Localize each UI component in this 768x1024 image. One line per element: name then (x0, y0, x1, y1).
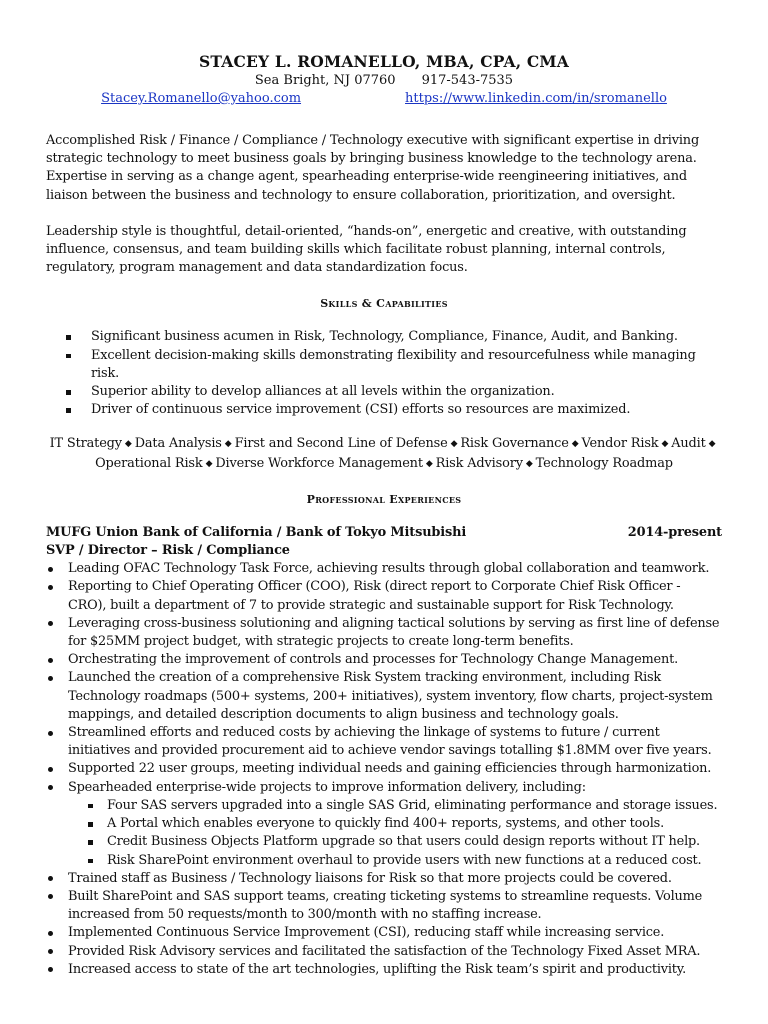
experience-heading: Professional Experiences (306, 492, 462, 506)
diamond-icon: ◆ (661, 439, 669, 450)
keyword: Risk Governance (460, 436, 569, 452)
experience-bullet: Launched the creation of a comprehensive Risk System tracking environment, including Risk Technology roadmaps (500+ systems, 200+ initiatives), system inventory, flow charts, project-system mappings, and detailed description documents to align business and technology goals. (46, 669, 722, 724)
keyword: Audit (671, 436, 706, 452)
location: Sea Bright, NJ 07760 (254, 73, 396, 88)
experience-bullets (46, 560, 722, 979)
leadership-paragraph: Leadership style is thoughtful, detail-oriented, “hands-on”, energetic and creative, with outstanding influence, consensus, and team building skills which facilitate robust planning, internal controls, regulatory, program management and data standardization focus. (46, 223, 687, 276)
summary-paragraph: Accomplished Risk / Finance / Compliance / Technology executive with significant expertise in driving strategic technology to meet business goals by bringing business knowledge to the technology arena. Expertise in serving as a change agent, spearheading enterprise-wide reengineering initiatives, and liaison between the business and technology to ensure collaboration, prioritization, and oversight. (46, 133, 700, 203)
keywords-block (46, 435, 722, 473)
project-sub-bullet: A Portal which enables everyone to quickly find 400+ reports, systems, and other tools. (88, 815, 722, 833)
candidate-name: STACEY L. ROMANELLO, MBA, CPA, CMA (198, 52, 570, 71)
skill-item: Driver of continuous service improvement (CSI) efforts so resources are maximized. (66, 401, 722, 419)
job-dates: 2014-present (627, 524, 722, 540)
experience-bullet: Provided Risk Advisory services and facilitated the satisfaction of the Technology Fixed Asset MRA. (46, 943, 722, 961)
diamond-icon: ◆ (525, 458, 533, 469)
experience-bullet: Implemented Continuous Service Improvement (CSI), reducing staff while increasing service. (46, 924, 722, 942)
skill-item: Superior ability to develop alliances at all levels within the organization. (66, 383, 722, 401)
skill-item: Excellent decision-making skills demonstrating flexibility and resourcefulness while managing risk. (66, 347, 722, 383)
keyword: Data Analysis (134, 436, 222, 452)
linkedin-link[interactable]: https://www.linkedin.com/in/sromanello (405, 91, 667, 106)
project-sub-bullet: Credit Business Objects Platform upgrade so that users could design reports without IT help. (88, 833, 722, 851)
project-sub-bullet: Risk SharePoint environment overhaul to provide users with new functions at a reduced cost. (88, 852, 722, 870)
experience-bullet: Reporting to Chief Operating Officer (COO), Risk (direct report to Corporate Chief Risk Officer - CRO), built a department of 7 to provide strategic and sustainable support for Risk Technology. (46, 578, 722, 614)
experience-bullet: Leading OFAC Technology Task Force, achieving results through global collaboration and teamwork. (46, 560, 722, 578)
experience-bullet-text: Spearheaded enterprise-wide projects to improve information delivery, including: (68, 779, 586, 795)
keyword: Technology Roadmap (535, 455, 673, 471)
job-title: SVP / Director – Risk / Compliance (46, 543, 290, 559)
diamond-icon: ◆ (224, 439, 232, 450)
keyword: Diverse Workforce Management (215, 455, 423, 471)
contact-line (46, 72, 722, 90)
experience-bullet: Increased access to state of the art technologies, uplifting the Risk team’s spirit and productivity. (46, 961, 722, 979)
project-sub-list (68, 797, 722, 870)
experience-bullet: Built SharePoint and SAS support teams, creating ticketing systems to streamline requests. Volume increased from 50 requests/month to 300/month with no staffing increase. (46, 888, 722, 924)
diamond-icon: ◆ (450, 439, 458, 450)
diamond-icon: ◆ (708, 439, 716, 450)
experience-bullet: Supported 22 user groups, meeting individual needs and gaining efficiencies through harmonization. (46, 760, 722, 778)
experience-bullet: Leveraging cross-business solutioning and aligning tactical solutions by serving as first line of defense for $25MM project budget, with strategic projects to create long-term benefits. (46, 615, 722, 651)
experience-bullet (46, 779, 722, 870)
phone-number: 917-543-7535 (421, 73, 514, 88)
diamond-icon: ◆ (124, 439, 132, 450)
skills-list (46, 328, 722, 419)
email-link[interactable]: Stacey.Romanello@yahoo.com (101, 91, 302, 106)
keyword: First and Second Line of Defense (234, 436, 448, 452)
links-line (46, 90, 722, 108)
keyword: Risk Advisory (435, 455, 523, 471)
diamond-icon: ◆ (425, 458, 433, 469)
keyword: Vendor Risk (581, 436, 659, 452)
experience-bullet: Orchestrating the improvement of controls and processes for Technology Change Management. (46, 651, 722, 669)
experience-bullet: Trained staff as Business / Technology liaisons for Risk so that more projects could be covered. (46, 870, 722, 888)
project-sub-bullet: Four SAS servers upgraded into a single SAS Grid, eliminating performance and storage issues. (88, 797, 722, 815)
company-name: MUFG Union Bank of California / Bank of Tokyo Mitsubishi (46, 524, 467, 540)
skills-heading: Skills & Capabilities (320, 297, 448, 311)
job-header (46, 524, 722, 542)
skill-item: Significant business acumen in Risk, Technology, Compliance, Finance, Audit, and Banking. (66, 328, 722, 346)
diamond-icon: ◆ (205, 458, 213, 469)
experience-bullet: Streamlined efforts and reduced costs by achieving the linkage of systems to future / current initiatives and provided procurement aid to achieve vendor savings totalling $1.8MM over five years. (46, 724, 722, 760)
diamond-icon: ◆ (571, 439, 579, 450)
keyword: IT Strategy (49, 436, 122, 452)
keyword: Operational Risk (95, 455, 203, 471)
